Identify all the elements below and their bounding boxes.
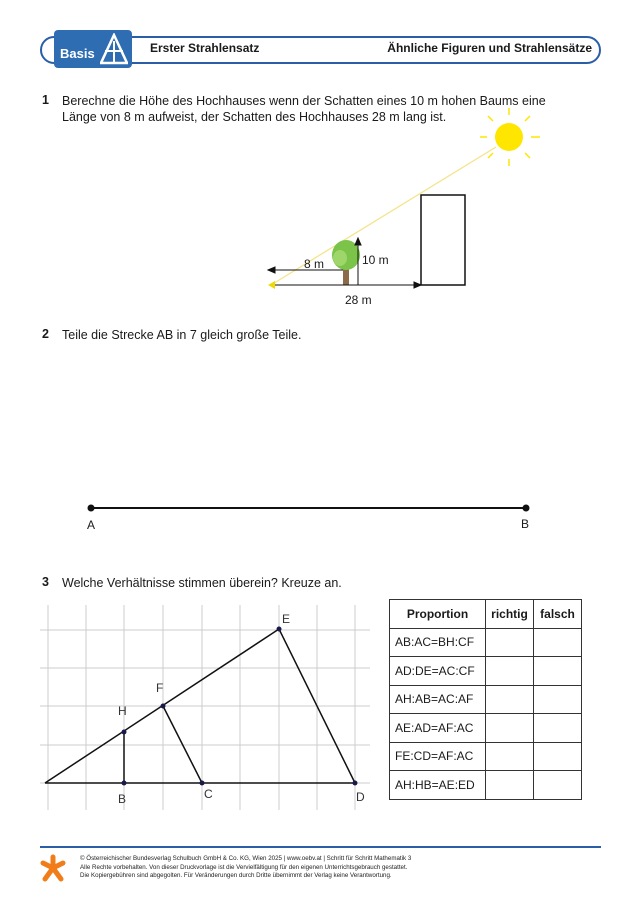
point-f-label: F bbox=[156, 681, 164, 695]
table-row bbox=[390, 714, 582, 743]
proportion-table bbox=[389, 599, 582, 800]
falsch-checkbox-cell[interactable] bbox=[534, 657, 582, 686]
footer-divider bbox=[40, 846, 601, 848]
table-row bbox=[390, 771, 582, 800]
task1-text-line2: Länge von 8 m aufweist, der Schatten des Hochhauses 28 m lang ist. bbox=[62, 110, 447, 124]
badge-label: Basis bbox=[60, 46, 95, 61]
tree-height-label: 10 m bbox=[362, 253, 389, 267]
task1-text-line1: Berechne die Höhe des Hochhauses wenn der Schatten eines 10 m hohen Baums eine bbox=[62, 94, 546, 108]
falsch-checkbox-cell[interactable] bbox=[534, 771, 582, 800]
footer-line2: Alle Rechte vorbehalten. Von dieser Druckvorlage ist die Vervielfältigung für den eigenen Unterrichtsgebrauch gestattet. bbox=[80, 863, 408, 871]
footer-line1: © Österreichischer Bundesverlag Schulbuch GmbH & Co. KG, Wien 2025 | www.oebv.at | Schritt für Schritt Mathematik 3 bbox=[80, 855, 412, 862]
table-row bbox=[390, 742, 582, 771]
tree-icon bbox=[332, 240, 360, 285]
header-richtig: richtig bbox=[486, 600, 534, 629]
richtig-checkbox-cell[interactable] bbox=[486, 685, 534, 714]
footer-text bbox=[80, 855, 411, 881]
publisher-logo-icon bbox=[40, 854, 66, 882]
point-a-label: A bbox=[87, 518, 96, 532]
point-c-label: C bbox=[204, 787, 213, 801]
point-b-label: B bbox=[521, 517, 530, 531]
header-falsch: falsch bbox=[534, 600, 582, 629]
falsch-checkbox-cell[interactable] bbox=[534, 742, 582, 771]
proportion-cell: AH:HB=AE:ED bbox=[390, 771, 486, 800]
falsch-checkbox-cell[interactable] bbox=[534, 628, 582, 657]
falsch-checkbox-cell[interactable] bbox=[534, 714, 582, 743]
worksheet-topic: Ähnliche Figuren und Strahlensätze bbox=[387, 41, 592, 55]
task2-number: 2 bbox=[42, 327, 49, 341]
point-b2-label: B bbox=[118, 792, 127, 806]
table-row bbox=[390, 628, 582, 657]
header-proportion: Proportion bbox=[390, 600, 486, 629]
task2-text: Teile die Strecke AB in 7 gleich große Teile. bbox=[62, 328, 302, 342]
building-shadow-label: 28 m bbox=[345, 293, 372, 307]
point-e-label: E bbox=[282, 612, 291, 626]
shadow-diagram bbox=[0, 0, 640, 320]
task1-number: 1 bbox=[42, 93, 49, 107]
proportion-cell: AB:AC=BH:CF bbox=[390, 628, 486, 657]
grid-figure bbox=[0, 595, 390, 815]
sun-icon bbox=[480, 108, 540, 166]
task3-text: Welche Verhältnisse stimmen überein? Kreuze an. bbox=[62, 576, 342, 590]
tree-shadow-label: 8 m bbox=[304, 257, 325, 271]
segment-ab bbox=[80, 500, 540, 520]
proportion-cell: AH:AB=AC:AF bbox=[390, 685, 486, 714]
richtig-checkbox-cell[interactable] bbox=[486, 657, 534, 686]
table-header-row bbox=[390, 600, 582, 629]
proportion-cell: AD:DE=AC:CF bbox=[390, 657, 486, 686]
falsch-checkbox-cell[interactable] bbox=[534, 685, 582, 714]
proportion-cell: FE:CD=AF:AC bbox=[390, 742, 486, 771]
table-row bbox=[390, 657, 582, 686]
richtig-checkbox-cell[interactable] bbox=[486, 742, 534, 771]
task3-number: 3 bbox=[42, 575, 49, 589]
richtig-checkbox-cell[interactable] bbox=[486, 771, 534, 800]
proportion-cell: AE:AD=AF:AC bbox=[390, 714, 486, 743]
richtig-checkbox-cell[interactable] bbox=[486, 628, 534, 657]
point-h-label: H bbox=[118, 704, 127, 718]
point-d-label: D bbox=[356, 790, 365, 804]
richtig-checkbox-cell[interactable] bbox=[486, 714, 534, 743]
worksheet-title: Erster Strahlensatz bbox=[150, 41, 260, 55]
table-row bbox=[390, 685, 582, 714]
building bbox=[421, 195, 465, 285]
footer-line3: Die Kopiergebühren sind abgegolten. Für Veränderungen durch Dritte übernimmt der Verlag keine Verantwortung. bbox=[80, 872, 392, 879]
